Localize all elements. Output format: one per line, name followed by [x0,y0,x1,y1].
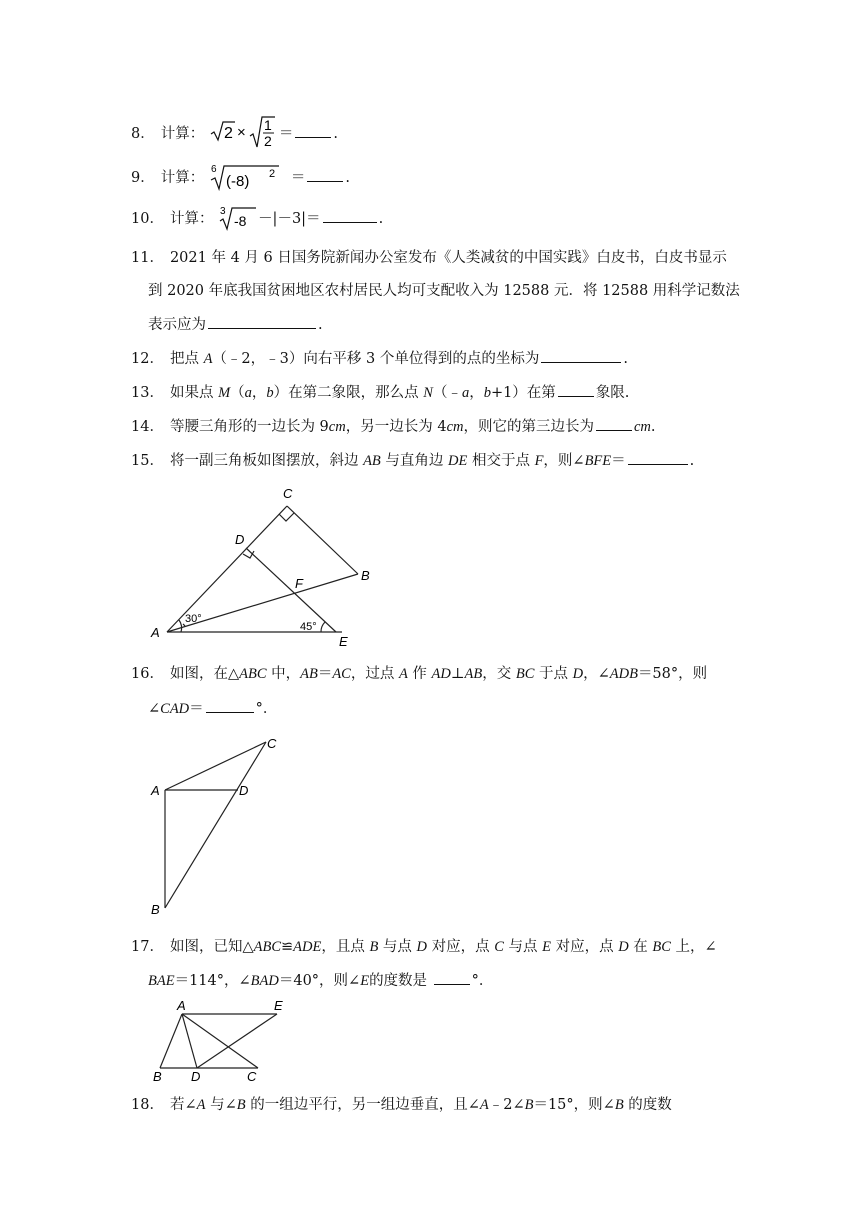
label-E: E [274,998,283,1013]
answer-blank-9[interactable] [307,167,343,182]
answer-blank-15[interactable] [628,450,688,465]
question-11-line-3: 表示应为 . [148,314,323,335]
svg-text:6: 6 [210,164,217,175]
figure-15-triangles [145,484,385,654]
question-14: 14． 等腰三角形的一边长为 9cm，另一边长为 4cm，则它的第三边长为 cm. [131,416,656,437]
label-F: F [295,576,303,591]
label-angle-30: 30° [185,613,202,625]
figure-16-triangle [145,732,295,922]
question-18: 18． 若∠A 与∠B 的一组边平行，另一组边垂直，且∠A﹣2∠B＝15°，则∠B 的度数 [131,1097,672,1113]
question-9: 9． 计算： 6 (-8) 2 ＝ . [131,164,350,190]
question-17: 17． 如图，已知△ABC≌ADE，且点 B 与点 D 对应，点 C 与点 E 对应，点 D 在 BC 上，∠ [131,939,717,955]
answer-blank-14[interactable] [596,416,632,431]
svg-text:2: 2 [263,133,272,149]
svg-text:1: 1 [263,117,272,133]
question-15: 15． 将一副三角板如图摆放，斜边 AB 与直角边 DE 相交于点 F，则∠BFE＝ . [131,450,694,471]
label-B: B [153,1069,162,1084]
label-angle-45: 45° [300,621,317,633]
answer-blank-11[interactable] [208,314,316,329]
label-D: D [235,532,245,547]
question-17-line-2: BAE＝114°，∠BAD＝40°，则∠E的度数是 °． [148,970,493,991]
label-B: B [361,568,370,583]
svg-text:2: 2 [223,125,233,142]
label-C: C [267,736,277,751]
answer-blank-8[interactable] [295,123,331,138]
label-E: E [339,634,348,649]
answer-blank-13[interactable] [558,382,594,397]
figure-17-congruent-triangles [148,996,298,1086]
question-8: 8． 计算： 2 × 1 2 ＝ . [131,114,338,150]
expression-sixth-root [209,162,291,192]
svg-text:2: 2 [268,168,275,180]
label-A: A [151,625,160,640]
svg-text:×: × [236,124,246,141]
question-12: 12． 把点 A（﹣2，﹣3）向右平移 3 个单位得到的点的坐标为 . [131,348,628,369]
question-11: 11． 2021 年 4 月 6 日国务院新闻办公室发布《人类减贫的中国实践》白皮书，白皮书显示 [131,250,727,266]
question-16-line-2: ∠CAD＝ °． [148,698,277,719]
expression-sqrt2-times-sqrt-half [209,114,279,150]
label-C: C [247,1069,257,1084]
label-D: D [191,1069,201,1084]
label-A: A [151,783,160,798]
question-10: 10． 计算： 3 -8 －|－3|＝ . [131,206,384,229]
answer-blank-10[interactable] [323,208,377,223]
expression-cube-root [218,205,258,231]
question-11-line-2: 到 2020 年底我国贫困地区农村居民人均可支配收入为 12588 元．将 12588 用科学记数法 [148,283,740,299]
label-C: C [283,486,293,501]
answer-blank-17[interactable] [434,970,470,985]
svg-text:3: 3 [220,206,226,217]
label-B: B [151,902,160,917]
label-D: D [239,783,249,798]
question-13: 13． 如果点 M（a，b）在第二象限，那么点 N（﹣a，b+1）在第 象限. [131,382,629,403]
question-16: 16． 如图，在△ABC 中，AB＝AC，过点 A 作 AD⊥AB，交 BC 于点 D，∠ADB＝58°，则 [131,666,708,682]
svg-text:-8: -8 [234,213,247,229]
svg-text:(-8): (-8) [225,173,250,190]
answer-blank-12[interactable] [541,348,621,363]
answer-blank-16[interactable] [206,698,254,713]
label-A: A [177,998,186,1013]
